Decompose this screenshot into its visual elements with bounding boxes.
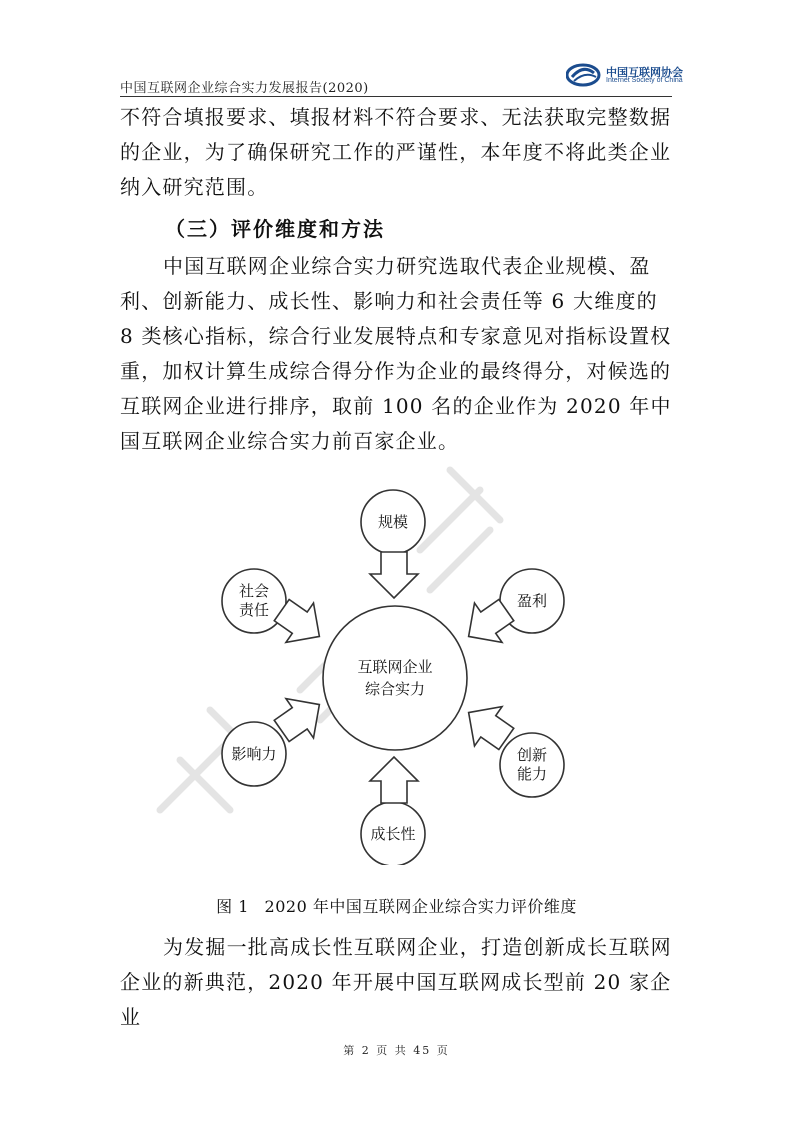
- center-label-line2: 综合实力: [364, 680, 426, 698]
- arrow-down-icon: [370, 757, 418, 803]
- header-title: 中国互联网企业综合实力发展报告(2020): [120, 81, 369, 96]
- node-label-influence: 影响力: [231, 745, 277, 763]
- node-label-social-2: 责任: [238, 601, 270, 619]
- center-circle: [323, 606, 467, 750]
- node-label-innovation-1: 创新: [516, 746, 548, 764]
- page-number: 第 2 页 共 45 页: [343, 1044, 450, 1057]
- logo-text-en: Internet Society of China: [606, 77, 683, 84]
- figure-caption-text: 2020 年中国互联网企业综合实力评价维度: [264, 897, 577, 916]
- arrow-down-icon: [370, 552, 418, 598]
- node-label-growth: 成长性: [370, 825, 416, 843]
- logo-text-cn: 中国互联网协会: [606, 66, 683, 79]
- node-label-social-1: 社会: [238, 582, 270, 600]
- logo-icon: [566, 62, 602, 88]
- node-label-scale: 规模: [377, 513, 409, 531]
- figure-caption-label: 图 1: [216, 897, 249, 916]
- paragraph: 不符合填报要求、填报材料不符合要求、无法获取完整数据的企业，为了确保研究工作的严谨性，本年度不将此类企业纳入研究范围。: [120, 105, 672, 199]
- logo: [566, 62, 683, 88]
- center-label-line1: 互联网企业: [357, 658, 433, 676]
- header-divider: [120, 96, 672, 97]
- paragraph: 中国互联网企业综合实力研究选取代表企业规模、盈利、创新能力、成长性、影响力和社会责任等 6 大维度的 8 类核心指标，综合行业发展特点和专家意见对指标设置权重，加权计算生成综合得分作为企业的最终得分，对候选的互联网企业进行排序，取前 100 名的企业作为 2020 年中国互联网企业综合实力前百家企业。: [120, 254, 672, 453]
- node-label-profit: 盈利: [516, 592, 548, 610]
- node-label-innovation-2: 能力: [516, 765, 548, 783]
- section-heading: （三）评价维度和方法: [165, 217, 385, 241]
- dimension-diagram: [200, 480, 600, 865]
- paragraph: 为发掘一批高成长性互联网企业，打造创新成长互联网企业的新典范，2020 年开展中国互联网成长型前 20 家企业: [120, 935, 672, 1029]
- figure-caption: [0, 894, 793, 917]
